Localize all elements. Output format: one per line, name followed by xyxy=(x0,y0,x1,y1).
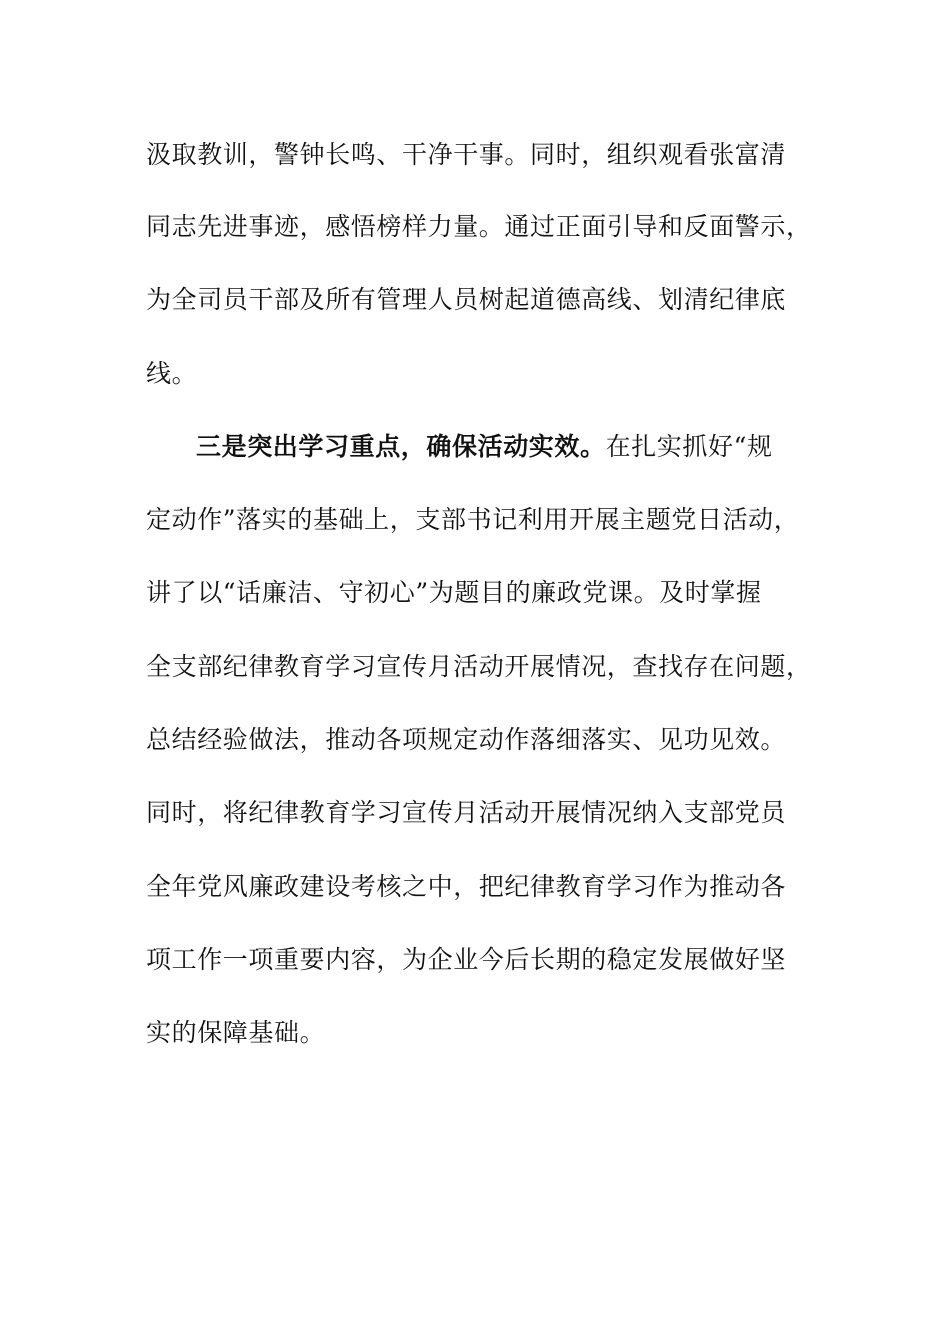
paragraph-2-line-4: 全支部纪律教育学习宣传月活动开展情况，查找存在问题， xyxy=(146,652,812,681)
paragraph-2-line-6: 同时，将纪律教育学习宣传月活动开展情况纳入支部党员 xyxy=(146,798,787,827)
paragraph-1-line-3: 为全司员干部及所有管理人员树起道德高线、划清纪律底 xyxy=(146,285,787,314)
paragraph-2-line-1 xyxy=(196,430,876,464)
paragraph-2-line-1-rest: 在扎实抓好“规 xyxy=(605,432,773,461)
paragraph-2-line-2: 定动作”落实的基础上，支部书记利用开展主题党日活动， xyxy=(146,505,800,534)
paragraph-2-line-7: 全年党风廉政建设考核之中，把纪律教育学习作为推动各 xyxy=(146,872,787,901)
paragraph-1-line-1: 汲取教训，警钟长鸣、干净干事。同时，组织观看张富清 xyxy=(146,140,787,169)
paragraph-2-line-8: 项工作一项重要内容，为企业今后长期的稳定发展做好坚 xyxy=(146,945,787,974)
paragraph-2-line-3: 讲了以“话廉洁、守初心”为题目的廉政党课。及时掌握 xyxy=(146,578,762,607)
paragraph-2-line-9: 实的保障基础。 xyxy=(146,1018,326,1047)
paragraph-1-line-2: 同志先进事迹，感悟榜样力量。通过正面引导和反面警示， xyxy=(146,212,812,241)
paragraph-1-line-4: 线。 xyxy=(146,359,198,388)
paragraph-2-line-5: 总结经验做法，推动各项规定动作落细落实、见功见效。 xyxy=(146,725,787,754)
paragraph-2-heading: 三是突出学习重点，确保活动实效。 xyxy=(196,432,606,461)
